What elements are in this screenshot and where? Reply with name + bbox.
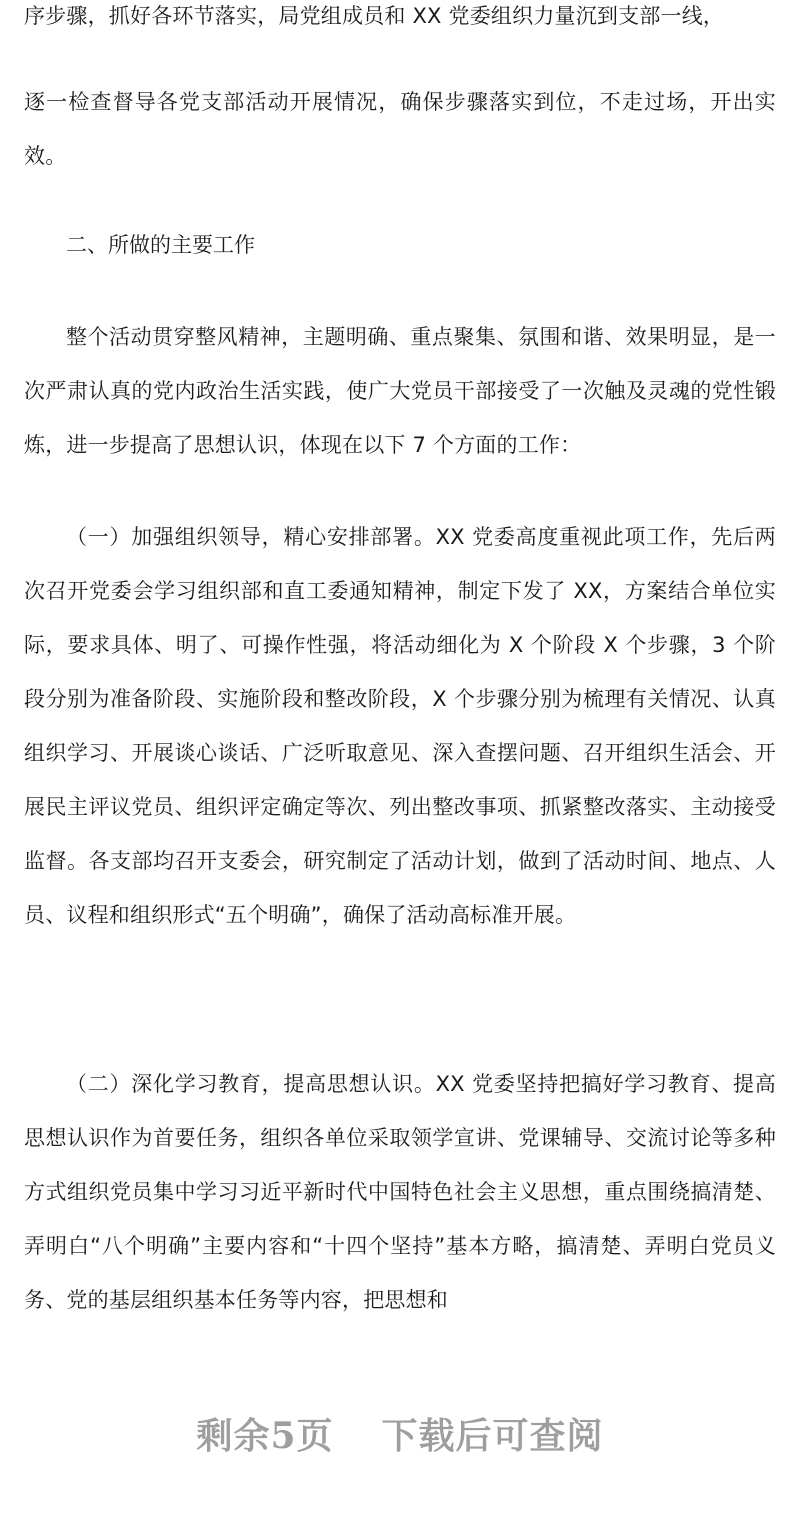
paragraph-check: 逐一检查督导各党支部活动开展情况，确保步骤落实到位，不走过场，开出实效。 bbox=[24, 90, 776, 168]
remaining-pages-text: 剩余5页 bbox=[196, 1415, 334, 1457]
download-hint-text: 下载后可查阅 bbox=[381, 1415, 604, 1457]
text-line-top: 序步骤，抓好各环节落实，局党组成员和 XX 党委组织力量沉到支部一线， bbox=[24, 4, 725, 28]
paragraph-overview: 整个活动贯穿整风精神，主题明确、重点聚集、氛围和谐、效果明显，是一次严肃认真的党内政治生活实践，使广大党员干部接受了一次触及灵魂的党性锻炼，进一步提高了思想认识，体现在以下 7 个方面的工作： bbox=[24, 325, 776, 457]
paragraph-item-2: （二）深化学习教育，提高思想认识。XX 党委坚持把搞好学习教育、提高思想认识作为首要任务，组织各单位采取领学宣讲、党课辅导、交流讨论等多种方式组织党员集中学习习近平新时代中国特色社会主义思想，重点围绕搞清楚、弄明白“八个明确”主要内容和“十四个坚持”基本方略，搞清楚、弄明白党员义务、党的基层组织基本任务等内容，把思想和 bbox=[24, 1072, 776, 1312]
section-heading: 二、所做的主要工作 bbox=[66, 233, 255, 257]
paragraph-item-1: （一）加强组织领导，精心安排部署。XX 党委高度重视此项工作，先后两次召开党委会学习组织部和直工委通知精神，制定下发了 XX，方案结合单位实际，要求具体、明了、可操作性强，将活动细化为 X 个阶段 X 个步骤，3 个阶段分别为准备阶段、实施阶段和整改阶段，X 个步骤分别为梳理有关情况、认真组织学习、开展谈心谈话、广泛听取意见、深入查摆问题、召开组织生活会、开展民主评议党员、组织评定确定等次、列出整改事项、抓紧整改落实、主动接受监督。各支部均召开支委会，研究制定了活动计划，做到了活动时间、地点、人员、议程和组织形式“五个明确”，确保了活动高标准开展。 bbox=[24, 525, 776, 927]
remaining-pages-notice bbox=[0, 1408, 800, 1459]
